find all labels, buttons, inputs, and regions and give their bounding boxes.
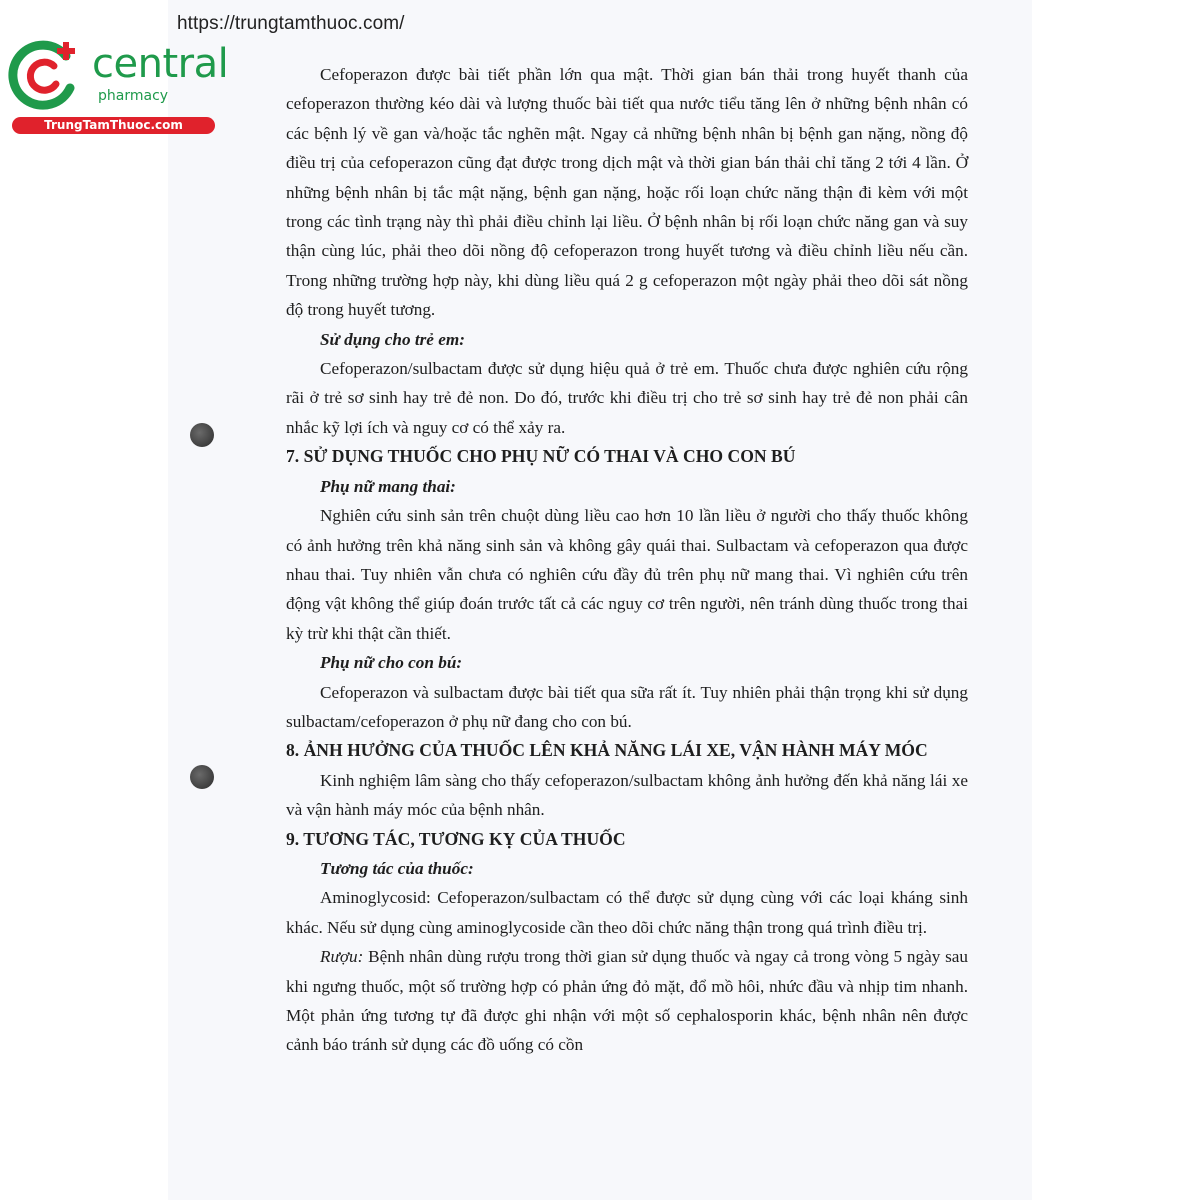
brand-name: central	[92, 41, 229, 87]
central-pharmacy-logo[interactable]	[8, 36, 229, 136]
source-url[interactable]: https://trungtamthuoc.com/	[177, 13, 405, 34]
section-8-heading: 8. ẢNH HƯỞNG CỦA THUỐC LÊN KHẢ NĂNG LÁI XE, VẬN HÀNH MÁY MÓC	[286, 740, 928, 761]
subheading-pregnant: Phụ nữ mang thai:	[320, 476, 456, 496]
alcohol-text: Bệnh nhân dùng rượu trong thời gian sử dụng thuốc và ngay cả trong vòng 5 ngày sau khi ngưng thuốc, một số trường hợp có phản ứng đỏ mặt, đổ mồ hôi, nhức đầu và nhịp tim nhanh. Một phản ứng tương tự đã được ghi nhận với một số cephalosporin khác, bệnh nhân nên được cảnh báo tránh sử dụng các đồ uống có cồn	[286, 947, 968, 1055]
document-content	[286, 60, 968, 1060]
section-9-heading: 9. TƯƠNG TÁC, TƯƠNG KỴ CỦA THUỐC	[286, 828, 626, 849]
brand-site-badge: TrungTamThuoc.com	[12, 117, 215, 134]
paragraph-children: Cefoperazon/sulbactam được sử dụng hiệu quả ở trẻ em. Thuốc chưa được nghiên cứu rộng rãi ở trẻ sơ sinh hay trẻ đẻ non. Do đó, trước khi điều trị cho trẻ sơ sinh hay trẻ đẻ non phải cân nhắc kỹ lợi ích và nguy cơ có thể xảy ra.	[286, 359, 968, 437]
paragraph-breastfeeding: Cefoperazon và sulbactam được bài tiết qua sữa rất ít. Tuy nhiên phải thận trọng khi sử dụng sulbactam/cefoperazon ở phụ nữ đang cho con bú.	[286, 682, 968, 731]
paragraph-driving: Kinh nghiệm lâm sàng cho thấy cefoperazon/sulbactam không ảnh hưởng đến khả năng lái xe và vận hành máy móc của bệnh nhân.	[286, 770, 968, 820]
subheading-children: Sử dụng cho trẻ em:	[320, 329, 465, 349]
subheading-breastfeeding: Phụ nữ cho con bú:	[320, 653, 463, 673]
alcohol-label: Rượu:	[320, 947, 364, 967]
pharmacy-logo-icon	[8, 36, 90, 116]
section-7-heading: 7. SỬ DỤNG THUỐC CHO PHỤ NỮ CÓ THAI VÀ CHO CON BÚ	[286, 446, 796, 467]
binder-hole-icon	[190, 423, 214, 447]
paragraph-aminoglycosid: Aminoglycosid: Cefoperazon/sulbactam có thể được sử dụng cùng với các loại kháng sinh khác. Nếu sử dụng cùng aminoglycoside cần theo dõi chức năng thận trong quá trình điều trị.	[286, 888, 968, 937]
brand-tagline: pharmacy	[98, 88, 169, 104]
binder-hole-icon	[190, 765, 214, 789]
paragraph-pregnant: Nghiên cứu sinh sản trên chuột dùng liều cao hơn 10 lần liều ở người cho thấy thuốc không có ảnh hưởng trên khả năng sinh sản và không gây quái thai. Sulbactam và cefoperazon qua được nhau thai. Tuy nhiên vẫn chưa có nghiên cứu đầy đủ trên phụ nữ mang thai. Vì nghiên cứu trên động vật không thể giúp đoán trước tất cả các nguy cơ trên người, nên tránh dùng thuốc trong thai kỳ trừ khi thật cần thiết.	[286, 506, 968, 643]
subheading-interactions: Tương tác của thuốc:	[320, 858, 474, 878]
paragraph-bile-excretion: Cefoperazon được bài tiết phần lớn qua mật. Thời gian bán thải trong huyết thanh của cefoperazon thường kéo dài và lượng thuốc bài tiết qua nước tiểu tăng lên ở những bệnh nhân có các bệnh lý về gan và/hoặc tắc nghẽn mật. Ngay cả những bệnh nhân bị bệnh gan nặng, nồng độ điều trị của cefoperazon cũng đạt được trong dịch mật và thời gian bán thải chỉ tăng 2 tới 4 lần. Ở những bệnh nhân bị tắc mật nặng, bệnh gan nặng, hoặc rối loạn chức năng thận đi kèm với một trong các tình trạng này thì phải điều chỉnh lại liều. Ở bệnh nhân bị rối loạn chức năng gan và suy thận cùng lúc, phải theo dõi nồng độ cefoperazon trong huyết tương và điều chỉnh liều nếu cần. Trong những trường hợp này, khi dùng liều quá 2 g cefoperazon một ngày phải theo dõi sát nồng độ trong huyết tương.	[286, 65, 968, 320]
paragraph-alcohol	[286, 942, 968, 1060]
